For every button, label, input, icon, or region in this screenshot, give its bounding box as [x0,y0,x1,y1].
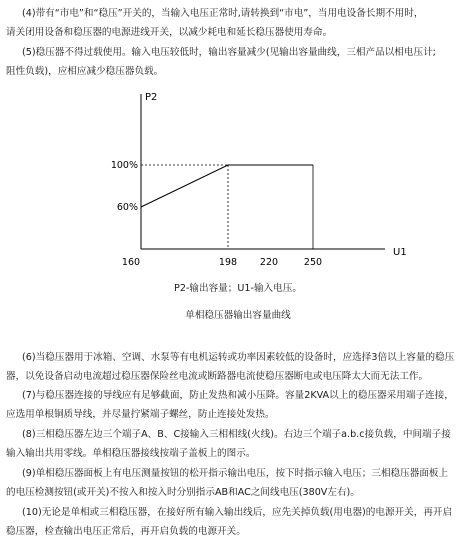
paragraph-9 [0,464,476,502]
x-tick-198: 198 [218,257,238,268]
paragraph-line: (7)与稳压器连接的导线应有足够截面，防止发热和减小压降。容量2KVA以上的稳压器采用端子连接， [22,390,454,401]
y-axis-label: P2 [145,92,158,103]
paragraph-10 [0,503,476,541]
x-axis-label: U1 [393,247,407,258]
y-tick-60: 60% [116,202,138,213]
chart-caption: 单相稳压器输出容量曲线 [185,310,291,321]
paragraph-line: 稳压器，检查输出电压正常后，再开启负载的电源开关。 [6,526,246,537]
paragraph-line: (9)单相稳压器面板上有电压测量按钮的松开指示输出电压，按下时指示输入电压；三相稳压器面板上 [22,468,449,479]
x-tick-220: 220 [259,257,279,268]
chart-legend-note: P2-输出容量；U1-输入电压。 [174,283,302,294]
paragraph-7 [0,386,476,424]
paragraph-line: 阻性负载)，应相应减少稳压器负载。 [6,66,164,77]
x-tick-250: 250 [303,257,323,268]
paragraph-line: 输入输出共用零线。单相稳压器接线按端子盖板上的图示。 [6,448,256,459]
x-tick-160: 160 [121,257,141,268]
paragraph-line: 应选用单根铜质导线，并尽量拧紧端子螺丝，防止连接处发热。 [6,409,275,420]
paragraph-4 [0,4,476,42]
paragraph-line: 请关闭用设备和稳压器的电源进线开关，以减少耗电和延长稳压器使用寿命。 [6,27,333,38]
paragraph-line: 器，以免设备启动电流超过稳压器保险丝电流或断路器电流使稳压器断电或电压降太大而无法工作。 [6,371,429,382]
paragraph-line: 的电压检测按钮(或开关)不按入和按入时分别指示AB和AC之间线电压(380V左右)。 [6,487,360,498]
paragraph-line: (8)三相稳压器左边三个端子A、B、C接输入三相相线(火线)。右边三个端子a.b.c接负载，中间端子接 [22,429,451,440]
paragraph-8 [0,425,476,463]
paragraph-6 [0,348,476,386]
series-capacity-curve [141,165,313,207]
paragraph-line: (4)带有“市电”和“稳压”开关的，当输入电压正常时,请转换到“市电”，当用电设备长期不用时， [22,8,424,19]
paragraph-line: (6)当稳压器用于冰箱、空调、水泵等有电机运转或功率因素较低的设备时，应选择3倍以上容量的稳压 [22,352,455,363]
paragraph-line: (5)稳压器不得过载使用。输入电压较低时，输出容量减少(见输出容量曲线，三相产品以相电压计; [22,47,436,58]
paragraph-line: (10)无论是单相或三相稳压器，在接好所有输入输出线后，应先关掉负载(用电器)的电源开关，再开启 [22,507,453,518]
paragraph-5 [0,43,476,81]
y-tick-100: 100% [110,160,138,171]
